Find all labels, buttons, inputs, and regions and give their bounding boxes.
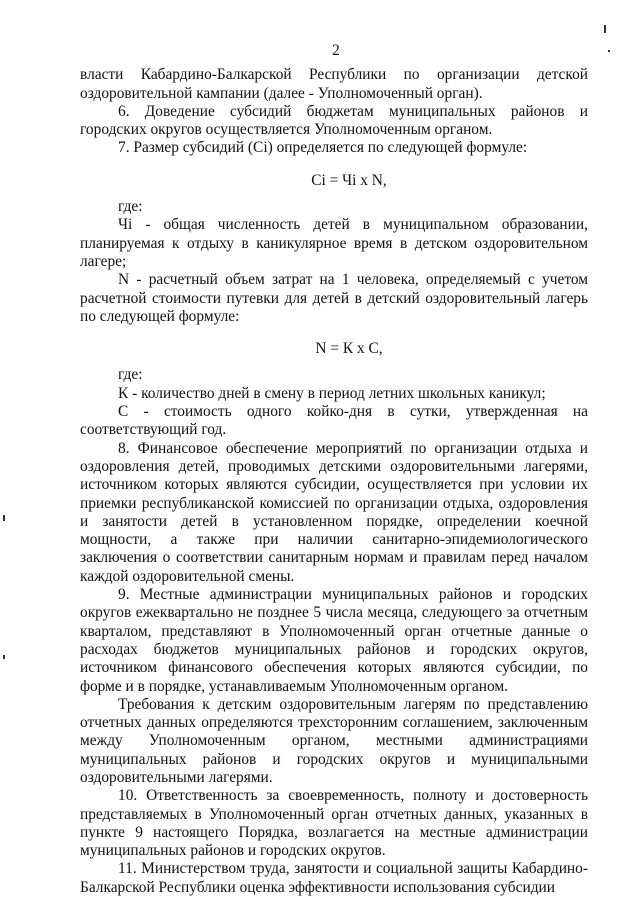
scan-mark-right-dot bbox=[608, 50, 610, 52]
formula-subsidy: Сi = Чi х N, bbox=[311, 171, 387, 189]
document-page bbox=[80, 42, 588, 897]
definition-children-count: Чi - общая численность детей в муниципальном образовании, планируемая к отдыху в каникулярное время в детском оздоровительном лагере; bbox=[80, 216, 588, 270]
page-number: 2 bbox=[332, 42, 340, 59]
paragraph-continuation: власти Кабардино-Балкарской Республики по организации детской оздоровительной кампании (далее - Уполномоченный орган). bbox=[80, 66, 588, 102]
paragraph-9: 9. Местные администрации муниципальных районов и городских округов ежеквартально не позднее 5 числа месяца, следующего за отчетным кварталом, представляют в Уполномоченный орган отчетные данные о расходах бюджетов муниципальных районов и городских округов, источником финансового обеспечения которых являются субсидии, по форме и в порядке, устанавливаемым Уполномоченным органом. bbox=[80, 586, 588, 695]
where-label-1: где: bbox=[118, 198, 143, 216]
paragraph-9-requirements: Требования к детским оздоровительным лагерям по представлению отчетных данных определяются трехсторонним соглашением, заключенным между Уполномоченным органом, местными администрациями муниципальных районов и городских округов и муниципальными оздоровительными лагерями. bbox=[80, 695, 588, 786]
paragraph-11: 11. Министерством труда, занятости и социальной защиты Кабардино-Балкарской Республики оценка эффективности использования субсидии bbox=[80, 860, 588, 896]
scan-mark-left-1 bbox=[3, 515, 5, 521]
definition-days: К - количество дней в смену в период летних школьных каникул; bbox=[118, 384, 546, 402]
definition-bed-day-cost: С - стоимость одного койко-дня в сутки, утвержденная на соответствующий год. bbox=[80, 403, 588, 439]
paragraph-8: 8. Финансовое обеспечение мероприятий по организации отдыха и оздоровления детей, проводимых детскими оздоровительными лагерями, источником которых являются субсидии, осуществляется при условии их приемки республиканской комиссией по организации отдыха, оздоровления и занятости детей в установленном порядке, определении коечной мощности, а также при наличии санитарно-эпидемиологического заключения о соответствии санитарным нормам и правилам перед началом каждой оздоровительной смены. bbox=[80, 439, 588, 585]
scan-mark-left-2 bbox=[3, 655, 5, 659]
paragraph-10: 10. Ответственность за своевременность, полноту и достоверность представляемых в Уполномоченный орган отчетных данных, указанных в пункте 9 настоящего Порядка, возлагается на местные администрации муниципальных районов и городских округов. bbox=[80, 787, 588, 860]
definition-cost-per-person: N - расчетный объем затрат на 1 человека, определяемый с учетом расчетной стоимости путевки для детей в детский оздоровительный лагерь по следующей формуле: bbox=[80, 271, 588, 325]
formula-cost: N = К х С, bbox=[315, 340, 383, 358]
paragraph-6: 6. Доведение субсидий бюджетам муниципальных районов и городских округов осуществляется Уполномоченным органом. bbox=[80, 102, 588, 139]
paragraph-7: 7. Размер субсидий (Сi) определяется по следующей формуле: bbox=[118, 139, 528, 157]
scan-mark-top-right bbox=[604, 25, 606, 33]
where-label-2: где: bbox=[118, 366, 143, 384]
